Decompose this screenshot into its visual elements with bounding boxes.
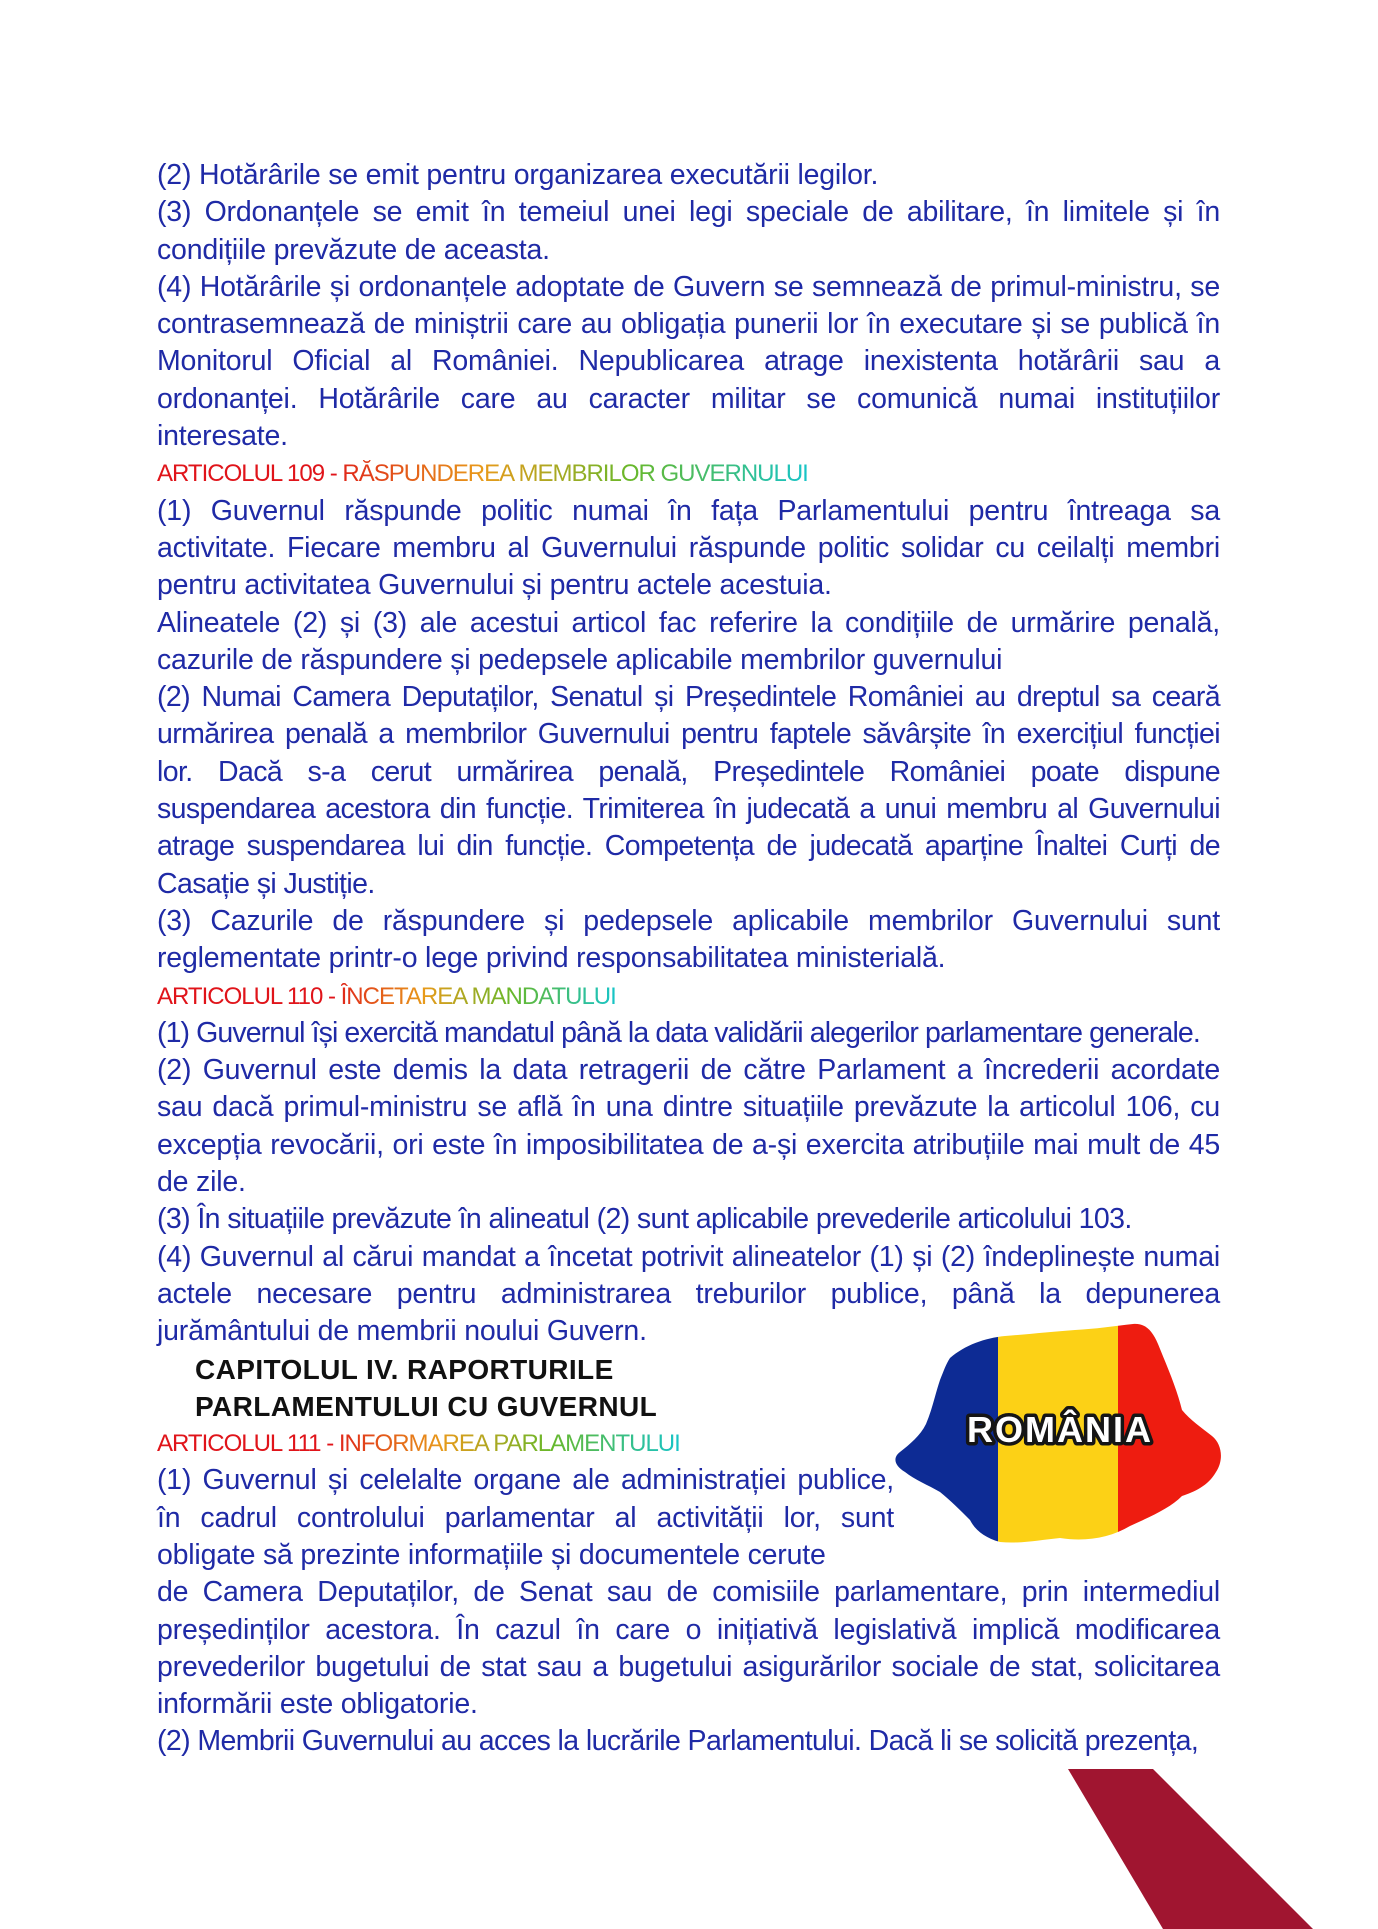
paragraph-art109-3: (3) Cazurile de răspundere și pedepsele aplicabile membrilor Guvernului sunt reglementate printr-o lege privind responsabilitatea ministerială. (157, 904, 1220, 975)
page-number: 119 (1211, 1793, 1256, 1828)
paragraph-art109-2: (2) Numai Camera Deputaților, Senatul și Președintele României au dreptul sa ceară urmărirea penală a membrilor Guvernului pentru faptele săvârșite în exercițiul funcției lor. Dacă s-a cerut urmărirea penală, Președintele României poate dispune suspendarea acestora din funcție. Trimiterea în judecată a unui membru al Guvernului atrage suspendarea lui din funcție. Competența de judecată aparține Înaltei Curți de Casație și Justiție. (157, 681, 1220, 900)
chapter-heading-line1: CAPITOLUL IV. RAPORTURILE (195, 1353, 614, 1385)
article-109-title: RĂSPUNDEREA MEMBRILOR GUVERNULUI (342, 460, 808, 488)
article-109-number: ARTICOLUL 109 - (157, 460, 343, 488)
paragraph-art108-3: (3) Ordonanțele se emit în temeiul unei legi speciale de abilitare, în limitele și în condițiile prevăzute de aceasta. (157, 196, 1220, 266)
romania-flag-map-icon (890, 1320, 1230, 1555)
paragraph-art111-1-continued: de Camera Deputaților, de Senat sau de comisiile parlamentare, prin intermediul președinților acestora. În cazul în care o inițiativă legislativă implică modificarea prevederilor bugetului de stat sau a bugetului asigurărilor sociale de stat, solicitarea informării este obligatorie. (157, 1576, 1220, 1721)
paragraph-art108-2: (2) Hotărârile se emit pentru organizarea executării legilor. (157, 159, 879, 191)
article-110-heading (157, 978, 1220, 1015)
romania-label: ROMÂNIA (967, 1409, 1153, 1450)
paragraph-art109-note: Alineatele (2) și (3) ale acestui articol fac referire la condițiile de urmărire penală, cazurile de răspundere și pedepsele aplicabile membrilor guvernului (157, 606, 1220, 676)
article-111-number: ARTICOLUL 111 - (157, 1430, 339, 1458)
article-109-heading (157, 455, 1220, 492)
paragraph-art109-1: (1) Guvernul răspunde politic numai în fața Parlamentului pentru întreaga sa activitate. Fiecare membru al Guvernului răspunde politic solidar cu ceilalți membri pentru activitatea Guvernului și pentru actele acestuia. (157, 494, 1220, 602)
chapter-heading-line2: PARLAMENTULUI CU GUVERNUL (195, 1390, 658, 1422)
article-111-title: INFORMAREA PARLAMENTULUI (338, 1430, 680, 1458)
paragraph-art111-1-wrapped: (1) Guvernul și celelalte organe ale administrației publice, în cadrul controlului parlamentar al activității lor, sunt obligate să prezinte informațiile și documentele cerute (157, 1464, 894, 1571)
paragraph-art108-4: (4) Hotărârile și ordonanțele adoptate de Guvern se semnează de primul-ministru, se contrasemnează de miniștrii care au obligația punerii lor în executare și se publică în Monitorul Oficial al României. Nepublicarea atrage inexistenta hotărârii sau a ordonanței. Hotărârile care au caracter militar se comunică numai instituțiilor interesate. (157, 270, 1220, 453)
article-110-number: ARTICOLUL 110 - (157, 982, 341, 1010)
paragraph-art111-2: (2) Membrii Guvernului au acces la lucrările Parlamentului. Dacă li se solicită prezența, (157, 1725, 1199, 1758)
paragraph-art110-2: (2) Guvernul este demis la data retragerii de către Parlament a încrederii acordate sau dacă primul-ministru se află în una dintre situațiile prevăzute la articolul 106, cu excepția revocării, ori este în imposibilitatea de a-și exercita atribuțiile mai mult de 45 de zile. (157, 1054, 1220, 1199)
article-110-title: ÎNCETAREA MANDATULUI (340, 982, 616, 1010)
paragraph-art110-3: (3) În situațiile prevăzute în alineatul (2) sunt aplicabile prevederile articolului 103. (157, 1203, 1132, 1236)
paragraph-art110-4: (4) Guvernul al cărui mandat a încetat potrivit alineatelor (1) și (2) îndeplinește numai actele necesare pentru administrarea treburilor publice, până la depunerea jurământului de membrii noului Guvern. (157, 1240, 1220, 1348)
paragraph-art110-1: (1) Guvernul își exercită mandatul până la data validării alegerilor parlamentare generale. (157, 1016, 1200, 1049)
